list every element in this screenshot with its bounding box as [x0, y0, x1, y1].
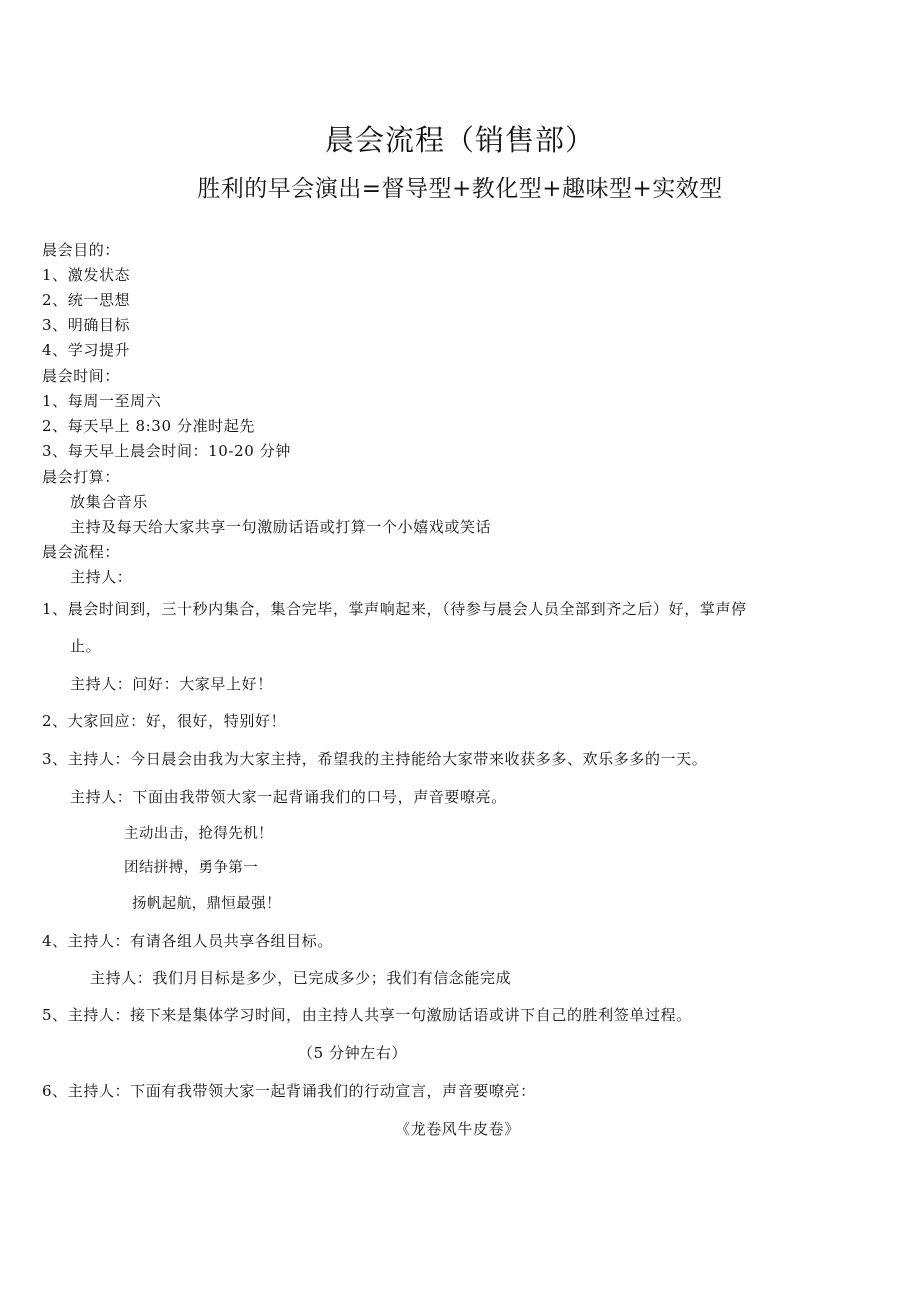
purpose-item: 2、统一思想 [42, 291, 131, 309]
slogan-line: 主动出击，抢得先机！ [124, 826, 273, 842]
step-2: 2、大家回应：好，很好，特别好！ [42, 712, 287, 730]
process-heading: 晨会流程： [42, 543, 121, 561]
time-item: 3、每天早上晨会时间：10-20 分钟 [42, 442, 291, 460]
step-6-title: 《龙卷风牛皮卷》 [395, 1120, 520, 1138]
purpose-heading: 晨会目的： [42, 241, 121, 259]
step-4-host: 主持人：我们月目标是多少，已完成多少；我们有信念能完成 [90, 969, 512, 987]
step-3: 3、主持人：今日晨会由我为大家主持，希望我的主持能给大家带来收获多多、欢乐多多的一天。 [42, 750, 708, 768]
document-title: 晨会流程（销售部） [324, 123, 595, 157]
purpose-item: 3、明确目标 [42, 316, 131, 334]
step-1-host: 主持人：问好：大家早上好！ [70, 675, 273, 693]
step-3-host: 主持人：下面由我带领大家一起背诵我们的口号，声音要嘹亮。 [70, 788, 507, 806]
host-label: 主持人： [70, 568, 133, 586]
document-subtitle: 胜利的早会演出=督导型+教化型+趣味型+实效型 [197, 176, 723, 202]
step-5: 5、主持人：接下来是集体学习时间，由主持人共享一句激励话语或讲下自己的胜利签单过程。 [42, 1006, 692, 1024]
purpose-item: 4、学习提升 [42, 341, 131, 359]
slogan-line: 团结拼搏，勇争第一 [124, 860, 259, 876]
plan-heading: 晨会打算： [42, 468, 121, 486]
slogan-line: 扬帆起航，鼎恒最强！ [132, 896, 281, 912]
step-6: 6、主持人：下面有我带领大家一起背诵我们的行动宣言，声音要嘹亮： [42, 1082, 536, 1100]
plan-item: 放集合音乐 [70, 493, 149, 511]
step-4: 4、主持人：有请各组人员共享各组目标。 [42, 932, 333, 950]
step-5-note: （5 分钟左右） [298, 1044, 408, 1062]
plan-item: 主持及每天给大家共享一句激励话语或打算一个小嬉戏或笑话 [70, 518, 492, 536]
purpose-item: 1、激发状态 [42, 266, 131, 284]
step-1-continued: 止。 [70, 637, 102, 655]
time-heading: 晨会时间： [42, 367, 121, 385]
time-item: 1、每周一至周六 [42, 392, 162, 410]
time-item: 2、每天早上 8:30 分准时起先 [42, 417, 255, 435]
step-1: 1、晨会时间到，三十秒内集合，集合完毕，掌声响起来，（待参与晨会人员全部到齐之后）好，掌声停 [42, 600, 747, 618]
